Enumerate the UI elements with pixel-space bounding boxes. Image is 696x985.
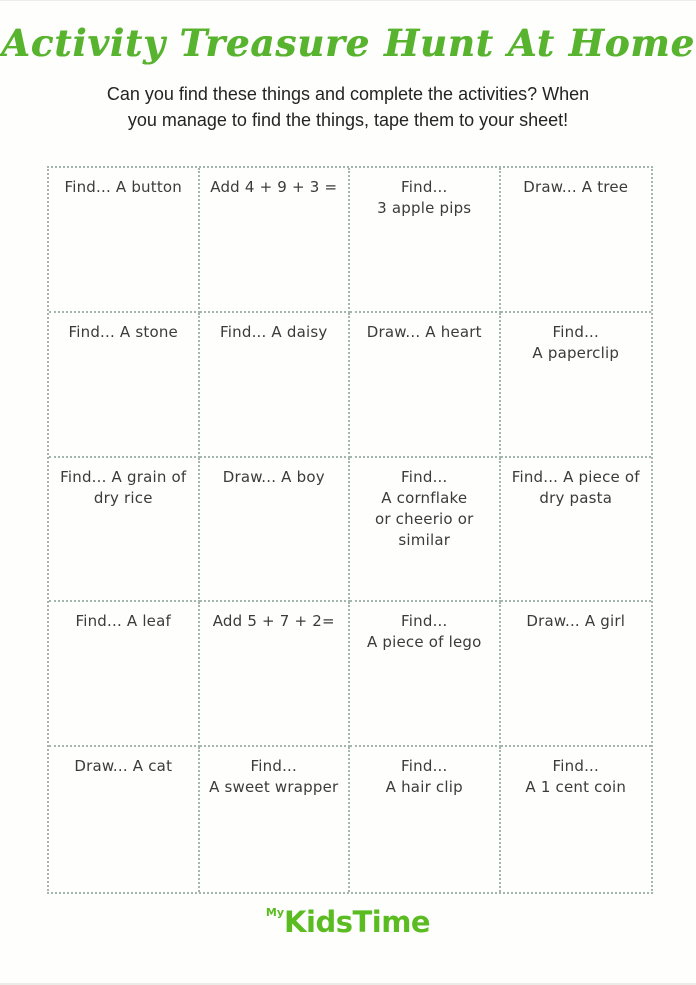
cell-line: or cheerio or <box>374 509 474 528</box>
cell-line: A cornflake <box>381 488 468 507</box>
cell-line: Find... <box>401 467 448 486</box>
cell-line: Add 4 + 9 + 3 = <box>210 178 338 196</box>
grid-cell-r2-c2 <box>200 313 351 458</box>
grid-cell-r3-c1 <box>49 458 200 603</box>
cell-line: Draw... A heart <box>366 322 482 341</box>
grid-cell-r3-c3 <box>350 458 501 603</box>
cell-line: Draw... A cat <box>74 757 173 776</box>
cell-line: Find... <box>401 757 448 776</box>
cell-line: A paperclip <box>532 343 620 362</box>
instructions-line-1: Can you find these things and complete the activities? When <box>106 84 590 104</box>
grid-cell-r1-c2 <box>200 168 351 313</box>
cell-line: A hair clip <box>385 778 463 797</box>
grid-cell-r5-c1 <box>49 747 200 892</box>
cell-line: Draw... A girl <box>526 612 626 631</box>
cell-line: Find... A leaf <box>75 612 171 631</box>
cell-line: A 1 cent coin <box>525 778 627 797</box>
grid-cell-r4-c2 <box>200 602 351 747</box>
grid-cell-r2-c1 <box>49 313 200 458</box>
grid-cell-r4-c1 <box>49 602 200 747</box>
logo-my-text: My <box>265 906 285 919</box>
grid-cell-r4-c3 <box>350 602 501 747</box>
grid-cell-r5-c2 <box>200 747 351 892</box>
grid-cell-r5-c3 <box>350 747 501 892</box>
cell-line: Find... <box>401 612 448 631</box>
cell-line: Find... A grain of <box>60 467 187 486</box>
grid-cell-r5-c4 <box>501 747 652 892</box>
grid-cell-r2-c3 <box>350 313 501 458</box>
mykidstime-logo <box>0 905 696 939</box>
cell-line: Find... <box>401 178 448 196</box>
cell-line: Draw... A boy <box>222 467 325 486</box>
cell-line: dry rice <box>93 488 153 507</box>
cell-line: 3 apple pips <box>377 199 472 217</box>
logo-time-text: Time <box>352 905 431 939</box>
cell-line: Find... A button <box>64 178 182 196</box>
grid-cell-r2-c4 <box>501 313 652 458</box>
cell-line: A piece of lego <box>366 633 482 652</box>
grid-cell-r1-c3 <box>350 168 501 313</box>
instructions-line-2: you manage to find the things, tape them to your sheet! <box>127 110 569 130</box>
grid-cell-r3-c2 <box>200 458 351 603</box>
cell-line: Find... A piece of <box>511 467 640 486</box>
cell-line: Find... A stone <box>68 322 178 341</box>
cell-line: Find... <box>552 757 599 776</box>
cell-line: Draw... A tree <box>523 178 629 196</box>
cell-line: Find... A daisy <box>220 322 328 341</box>
cell-line: A sweet wrapper <box>209 778 339 797</box>
grid-cell-r1-c1 <box>49 168 200 313</box>
grid-cell-r3-c4 <box>501 458 652 603</box>
grid-cell-r1-c4 <box>501 168 652 313</box>
instructions <box>0 81 696 133</box>
page-title: Activity Treasure Hunt At Home <box>1 21 695 65</box>
cell-line: dry pasta <box>539 488 613 507</box>
logo-kids-text: Kids <box>284 905 353 939</box>
cell-line: Find... <box>552 322 599 341</box>
cell-line: Add 5 + 7 + 2= <box>212 612 335 631</box>
cell-line: Find... <box>250 757 297 776</box>
cell-line: similar <box>398 530 451 549</box>
activity-grid <box>47 166 653 894</box>
grid-cell-r4-c4 <box>501 602 652 747</box>
